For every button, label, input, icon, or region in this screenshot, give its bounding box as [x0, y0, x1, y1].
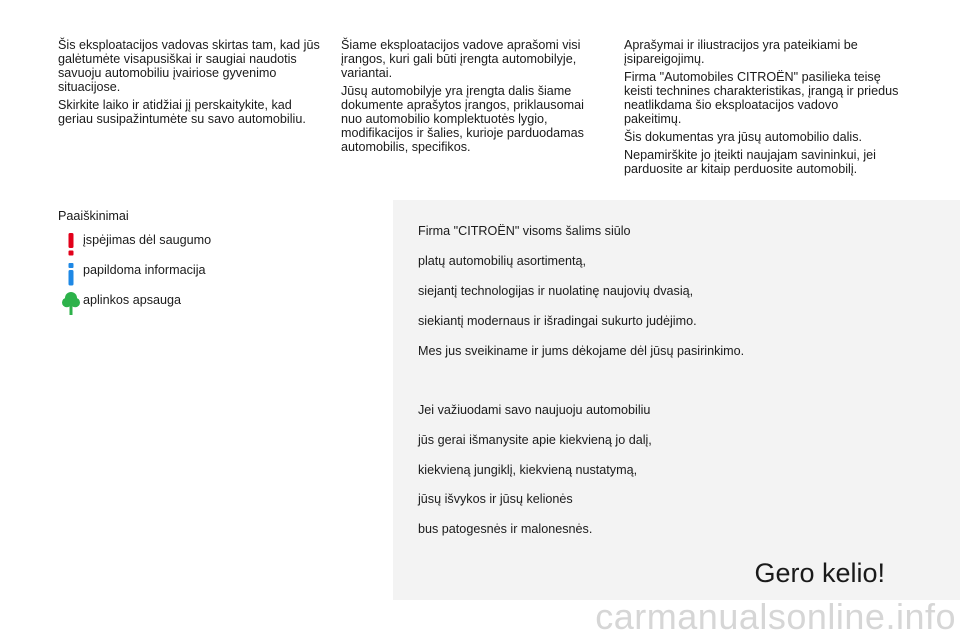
watermark: carmanualsonline.info	[595, 596, 956, 637]
intro-paragraph: Šiame eksploatacijos vadove aprašomi visi įrangos, kuri gali būti įrengta automobilyje, variantai.	[341, 38, 581, 80]
welcome-line: jūsų išvykos ir jūsų kelionės	[418, 492, 573, 506]
intro-paragraph: Aprašymai ir iliustracijos yra pateikiami be įsipareigojimų.	[624, 38, 858, 66]
intro-paragraph: Firma "Automobiles CITROËN" pasilieka teisę keisti technines charakteristikas, įrangą ir priedus neatlikdama šio eksploatacijos vadovo pakeitimų.	[624, 70, 899, 126]
legend-label: aplinkos apsauga	[83, 293, 182, 307]
welcome-line: kiekvieną jungiklį, kiekvieną nustatymą,	[418, 463, 638, 477]
info-i-icon	[62, 261, 80, 287]
intro-paragraph: Skirkite laiko ir atidžiai jį perskaitykite, kad geriau susipažintumėte su savo automobiliu.	[58, 98, 306, 126]
legend-item-info	[58, 263, 358, 293]
welcome-line: Jei važiuodami savo naujuoju automobiliu	[418, 403, 651, 417]
closing-greeting: Gero kelio!	[754, 558, 885, 588]
welcome-line: platų automobilių asortimentą,	[418, 254, 587, 268]
welcome-line: Firma "CITROËN" visoms šalims siūlo	[418, 224, 631, 238]
legend-label: papildoma informacija	[83, 263, 206, 277]
intro-column-2	[341, 38, 606, 158]
intro-paragraph: Šis eksploatacijos vadovas skirtas tam, kad jūs galėtumėte visapusiškai ir saugiai naudotis savuoju automobiliu įvairiose gyvenimo situacijose.	[58, 38, 320, 94]
legend-item-warning	[58, 233, 358, 263]
tree-icon	[62, 291, 80, 317]
intro-paragraph: Nepamirškite jo įteikti naujajam savininkui, jei parduosite ar kitaip perduosite automobilį.	[624, 148, 876, 176]
welcome-line: jūs gerai išmanysite apie kiekvieną jo dalį,	[418, 433, 652, 447]
legend-item-environment	[58, 293, 358, 323]
welcome-line: siejantį technologijas ir nuolatinę naujovių dvasią,	[418, 284, 694, 298]
legend-label: įspėjimas dėl saugumo	[83, 233, 212, 247]
legend	[58, 209, 358, 323]
intro-paragraph: Šis dokumentas yra jūsų automobilio dalis.	[624, 130, 863, 144]
warning-exclamation-icon	[62, 231, 80, 257]
welcome-line: Mes jus sveikiname ir jums dėkojame dėl jūsų pasirinkimo.	[418, 344, 745, 358]
intro-column-3	[624, 38, 899, 180]
welcome-panel	[393, 200, 960, 600]
intro-paragraph: Jūsų automobilyje yra įrengta dalis šiame dokumente aprašytos įrangos, priklausomai nuo automobilio komplektuotės lygio, modifikacijos ir šalies, kurioje parduodamas automobilis, specifikos.	[341, 84, 584, 154]
welcome-line: bus patogesnės ir malonesnės.	[418, 522, 593, 536]
intro-column-1	[58, 38, 323, 130]
legend-title: Paaiškinimai	[58, 209, 129, 223]
welcome-line: siekiantį modernaus ir išradingai sukurto judėjimo.	[418, 314, 697, 328]
